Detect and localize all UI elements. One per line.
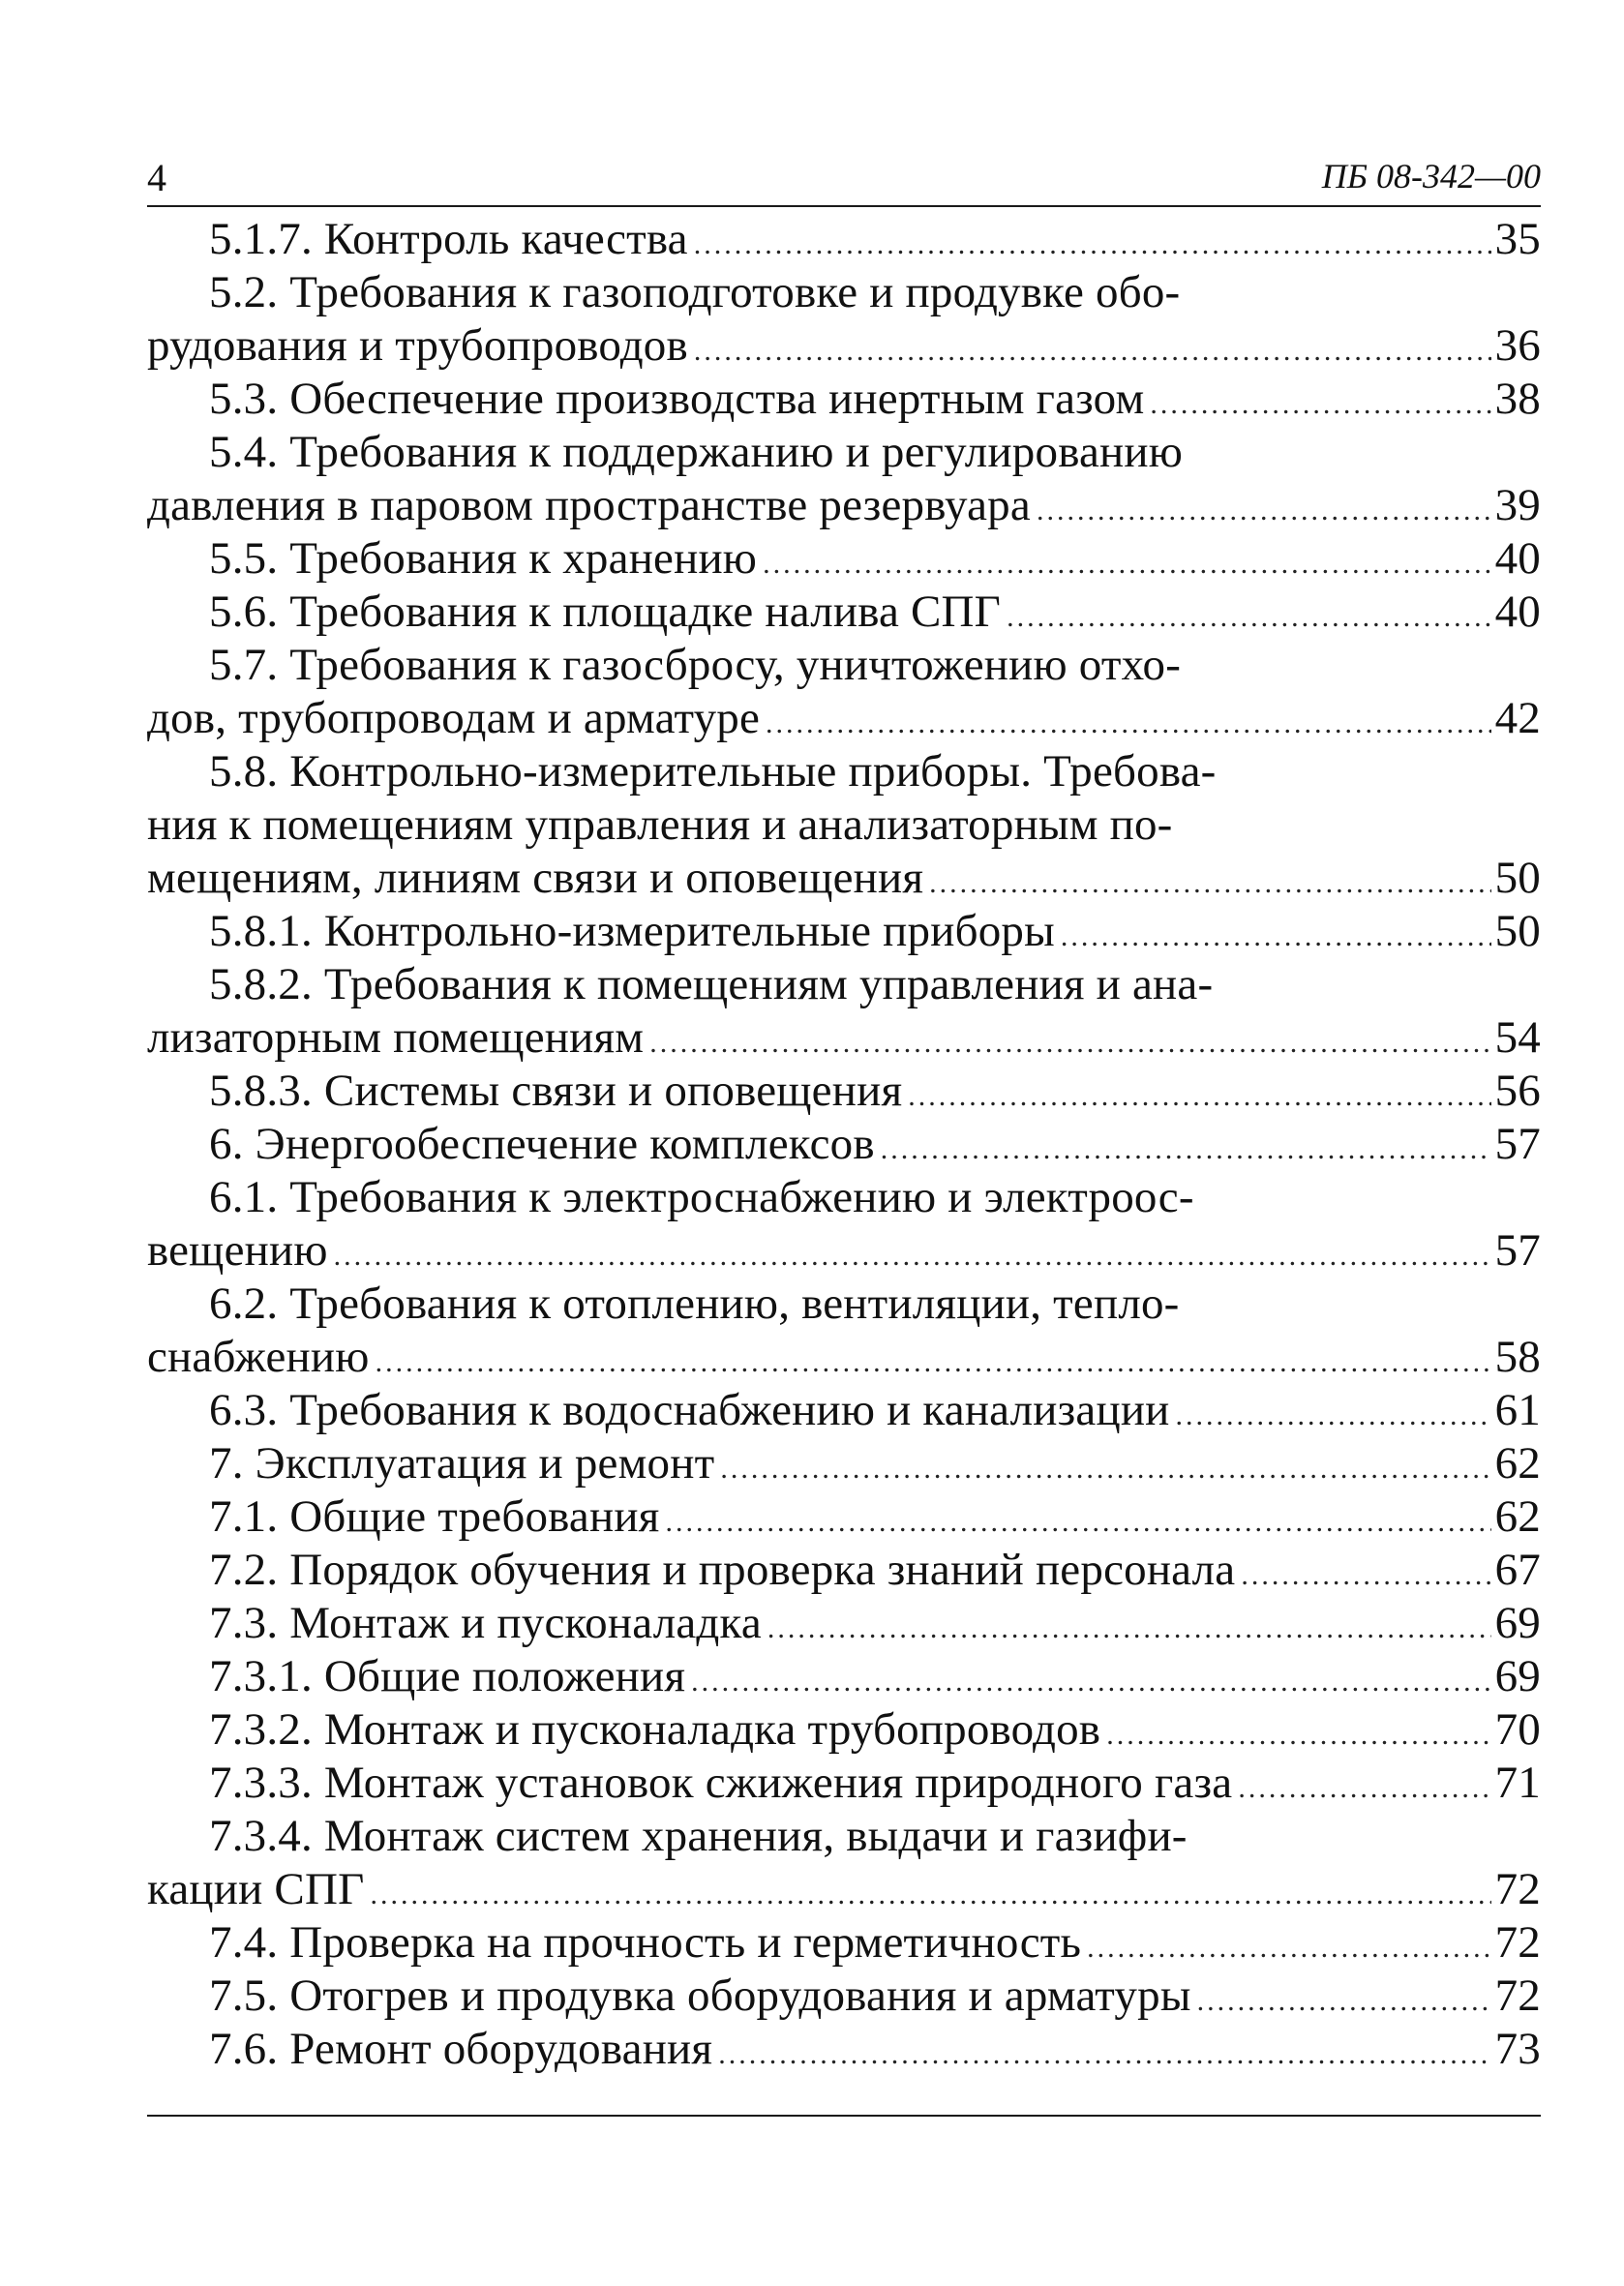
toc-entry-line: [147, 1597, 1541, 1650]
toc-entry-title: 5.8.2. Требования к помещениям управления и ана-: [209, 959, 1214, 1009]
toc-entry-line: [147, 1118, 1541, 1171]
toc-entry-title: 5.6. Требования к площадке налива СПГ: [209, 587, 1002, 637]
toc-leader-dots: [694, 337, 1491, 366]
toc-entry-line: [147, 1224, 1541, 1278]
toc-page-number: 57: [1494, 1119, 1541, 1169]
toc-page-number: 72: [1494, 1917, 1541, 1968]
toc-entry: [147, 373, 1541, 426]
toc-entry-title: 7.3.3. Монтаж установок сжижения природного газа: [209, 1758, 1233, 1808]
toc-entry-title: 7.4. Проверка на прочность и герметичность: [209, 1917, 1082, 1968]
toc-entry: [147, 2023, 1541, 2076]
running-header: [147, 145, 1541, 207]
toc-page-number: 70: [1494, 1704, 1541, 1755]
toc-entry-line: [147, 692, 1541, 745]
toc-leader-dots: [666, 1508, 1491, 1537]
toc-leader-dots: [694, 230, 1491, 259]
toc-entry-title: 7. Эксплуатация и ремонт: [209, 1438, 715, 1489]
toc-entry: [147, 1490, 1541, 1544]
toc-page-number: 38: [1494, 374, 1541, 424]
toc-page-number: 50: [1494, 906, 1541, 956]
toc-entry-title: 7.3. Монтаж и пусконаладка: [209, 1598, 762, 1648]
toc-entry: [147, 1118, 1541, 1171]
toc-entry-title: 7.3.4. Монтаж систем хранения, выдачи и газифи-: [209, 1811, 1188, 1861]
toc-entry-title: вещению: [147, 1225, 328, 1276]
toc-entry-line: [147, 1916, 1541, 1970]
toc-entry: [147, 1916, 1541, 1970]
toc-page-number: 71: [1494, 1758, 1541, 1808]
toc-entry-line: [147, 1331, 1541, 1384]
page-number: 4: [147, 156, 166, 199]
toc-entry-title: 5.7. Требования к газосбросу, уничтожению отхо-: [209, 640, 1182, 690]
toc-entry-line: [147, 798, 1541, 852]
table-of-contents: [147, 213, 1541, 2076]
toc-entry-line: [147, 1384, 1541, 1437]
toc-page-number: 35: [1494, 214, 1541, 264]
toc-page-number: 39: [1494, 480, 1541, 530]
toc-entry-line: [147, 266, 1541, 319]
toc-entry: [147, 1757, 1541, 1810]
toc-entry-title: 5.4. Требования к поддержанию и регулированию: [209, 427, 1184, 477]
toc-entry-line: [147, 1757, 1541, 1810]
toc-entry-line: [147, 745, 1541, 798]
toc-entry-title: ния к помещениям управления и анализаторным по-: [147, 799, 1173, 850]
toc-entry: [147, 213, 1541, 266]
toc-page-number: 61: [1494, 1385, 1541, 1435]
toc-entry-title: кации СПГ: [147, 1864, 365, 1914]
toc-page-number: 40: [1494, 587, 1541, 637]
toc-entry-title: 7.5. Отогрев и продувка оборудования и арматуры: [209, 1970, 1191, 2021]
toc-entry: [147, 1544, 1541, 1597]
toc-leader-dots: [766, 709, 1491, 738]
toc-entry-title: мещениям, линиям связи и оповещения: [147, 853, 924, 903]
toc-entry: [147, 1278, 1541, 1384]
toc-entry-line: [147, 1863, 1541, 1916]
footer-rule: [147, 2115, 1541, 2117]
toc-entry-line: [147, 479, 1541, 532]
toc-entry-title: 5.8. Контрольно-измерительные приборы. Требова-: [209, 746, 1217, 797]
toc-leader-dots: [1150, 390, 1490, 419]
toc-leader-dots: [649, 1029, 1490, 1058]
toc-entry: [147, 1065, 1541, 1118]
toc-leader-dots: [908, 1082, 1490, 1111]
toc-entry-line: [147, 639, 1541, 692]
toc-entry: [147, 745, 1541, 905]
toc-entry-title: 6. Энергообеспечение комплексов: [209, 1119, 875, 1169]
toc-leader-dots: [691, 1668, 1490, 1697]
toc-leader-dots: [1176, 1401, 1491, 1430]
toc-entry-title: рудования и трубопроводов: [147, 320, 688, 371]
toc-entry-line: [147, 1970, 1541, 2023]
toc-entry-line: [147, 319, 1541, 373]
toc-page-number: 57: [1494, 1225, 1541, 1276]
toc-entry: [147, 266, 1541, 373]
toc-entry: [147, 532, 1541, 586]
toc-entry: [147, 905, 1541, 958]
toc-entry-title: 7.3.1. Общие положения: [209, 1651, 686, 1701]
toc-page-number: 73: [1494, 2024, 1541, 2074]
toc-leader-dots: [1106, 1721, 1490, 1750]
toc-entry-title: 5.8.3. Системы связи и оповещения: [209, 1066, 903, 1116]
toc-entry-line: [147, 958, 1541, 1011]
toc-entry-title: 6.3. Требования к водоснабжению и канализации: [209, 1385, 1170, 1435]
toc-leader-dots: [1061, 922, 1491, 951]
toc-page-number: 67: [1494, 1545, 1541, 1595]
toc-entry-title: 5.5. Требования к хранению: [209, 533, 758, 584]
toc-page-number: 36: [1494, 320, 1541, 371]
toc-entry-title: 5.1.7. Контроль качества: [209, 214, 688, 264]
toc-leader-dots: [1087, 1934, 1490, 1963]
toc-page-number: 58: [1494, 1332, 1541, 1382]
toc-entry-line: [147, 1065, 1541, 1118]
toc-entry-line: [147, 1544, 1541, 1597]
toc-page-number: 42: [1494, 693, 1541, 743]
toc-leader-dots: [1037, 496, 1491, 526]
toc-entry: [147, 1703, 1541, 1757]
toc-entry-line: [147, 426, 1541, 479]
toc-page-number: 72: [1494, 1864, 1541, 1914]
toc-entry-line: [147, 586, 1541, 639]
toc-entry: [147, 958, 1541, 1065]
toc-leader-dots: [881, 1135, 1491, 1164]
toc-leader-dots: [1238, 1774, 1490, 1803]
toc-page-number: 50: [1494, 853, 1541, 903]
toc-leader-dots: [767, 1614, 1491, 1643]
toc-entry-line: [147, 1437, 1541, 1490]
toc-entry: [147, 1384, 1541, 1437]
toc-page-number: 62: [1494, 1438, 1541, 1489]
toc-entry-line: [147, 373, 1541, 426]
toc-entry: [147, 639, 1541, 745]
toc-entry-line: [147, 1703, 1541, 1757]
toc-leader-dots: [1007, 603, 1491, 632]
toc-entry: [147, 1171, 1541, 1278]
toc-page-number: 69: [1494, 1598, 1541, 1648]
toc-entry: [147, 1810, 1541, 1916]
toc-entry: [147, 586, 1541, 639]
toc-entry-line: [147, 1810, 1541, 1863]
toc-entry-title: давления в паровом пространстве резервуара: [147, 480, 1031, 530]
toc-leader-dots: [1241, 1561, 1490, 1590]
toc-entry: [147, 426, 1541, 532]
toc-entry-title: снабжению: [147, 1332, 370, 1382]
toc-leader-dots: [763, 550, 1490, 579]
toc-entry-line: [147, 1011, 1541, 1065]
toc-entry-title: 5.8.1. Контрольно-измерительные приборы: [209, 906, 1055, 956]
toc-entry: [147, 1650, 1541, 1703]
toc-entry: [147, 1437, 1541, 1490]
toc-entry-line: [147, 1490, 1541, 1544]
toc-entry-title: дов, трубопроводам и арматуре: [147, 693, 761, 743]
toc-entry-line: [147, 852, 1541, 905]
toc-leader-dots: [334, 1242, 1491, 1271]
toc-entry-line: [147, 905, 1541, 958]
toc-leader-dots: [929, 869, 1490, 898]
toc-page-number: 62: [1494, 1491, 1541, 1542]
toc-entry-title: 7.1. Общие требования: [209, 1491, 660, 1542]
toc-leader-dots: [1197, 1987, 1491, 2016]
toc-leader-dots: [720, 1455, 1490, 1484]
toc-entry-title: 7.3.2. Монтаж и пусконаладка трубопроводов: [209, 1704, 1101, 1755]
toc-entry-line: [147, 1171, 1541, 1224]
toc-entry-line: [147, 1278, 1541, 1331]
toc-entry-title: 6.2. Требования к отоплению, вентиляции, тепло-: [209, 1278, 1180, 1329]
toc-leader-dots: [718, 2040, 1490, 2069]
toc-leader-dots: [376, 1348, 1491, 1377]
toc-leader-dots: [370, 1880, 1490, 1910]
toc-entry-title: лизаторным помещениям: [147, 1012, 645, 1063]
toc-entry-title: 7.6. Ремонт оборудования: [209, 2024, 713, 2074]
document-code: ПБ 08-342—00: [1321, 157, 1541, 196]
toc-entry-title: 6.1. Требования к электроснабжению и электроос-: [209, 1172, 1194, 1222]
toc-page-number: 69: [1494, 1651, 1541, 1701]
toc-entry-title: 5.2. Требования к газоподготовке и продувке обо-: [209, 267, 1181, 317]
toc-entry-line: [147, 1650, 1541, 1703]
toc-entry: [147, 1970, 1541, 2023]
toc-entry-title: 5.3. Обеспечение производства инертным газом: [209, 374, 1145, 424]
toc-page-number: 72: [1494, 1970, 1541, 2021]
document-page: [147, 145, 1541, 2076]
toc-page-number: 40: [1494, 533, 1541, 584]
toc-entry: [147, 1597, 1541, 1650]
toc-entry-line: [147, 532, 1541, 586]
toc-entry-line: [147, 213, 1541, 266]
toc-entry-title: 7.2. Порядок обучения и проверка знаний персонала: [209, 1545, 1236, 1595]
toc-page-number: 56: [1494, 1066, 1541, 1116]
toc-entry-line: [147, 2023, 1541, 2076]
toc-page-number: 54: [1494, 1012, 1541, 1063]
